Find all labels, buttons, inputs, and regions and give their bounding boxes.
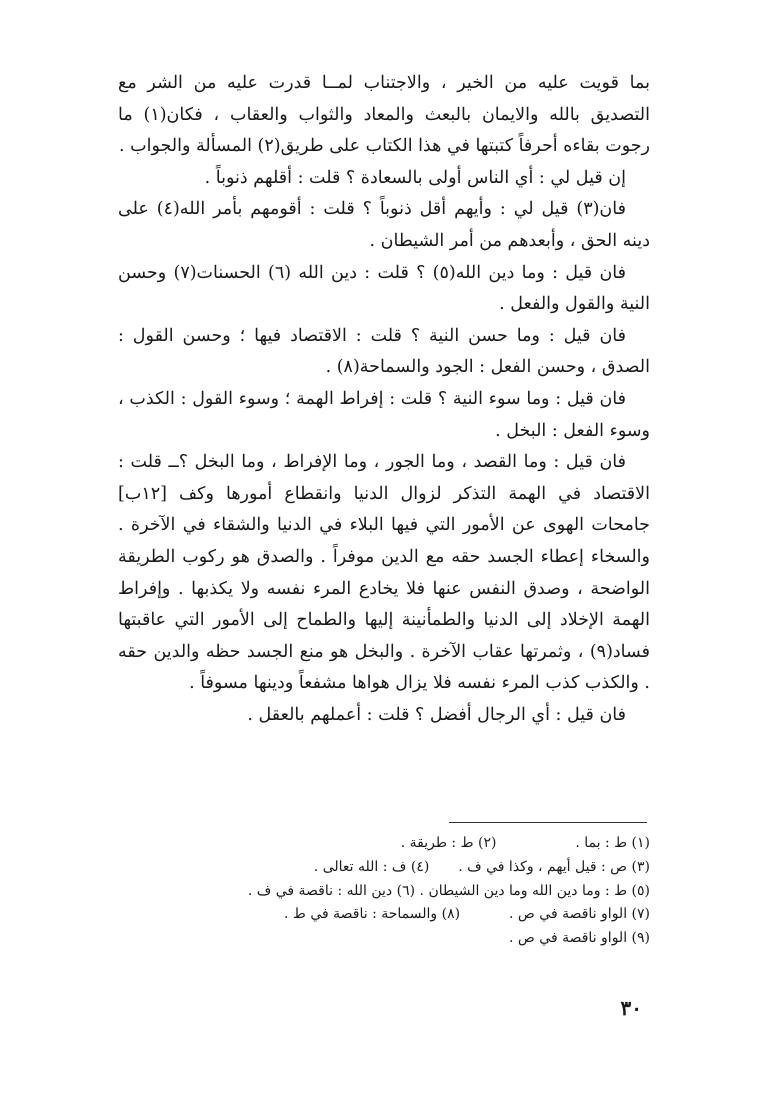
footnote-6: (٦) دين الله : ناقصة في ف . (247, 882, 416, 899)
paragraph-5: فان قيل : وما حسن النية ؟ قلت : الاقتصاد فيها ؛ وحسن القول : الصدق ، وحسن الفعل : الجود والسماحة(٨) . (118, 325, 650, 378)
footnote-row (118, 880, 650, 904)
footnote-3: (٣) ص : قيل أيهم ، وكذا في ف . (458, 858, 650, 875)
footnote-separator (449, 822, 647, 823)
footnote-1: (١) ط : بما . (575, 835, 650, 851)
paragraph-1: بما قويت عليه من الخير ، والاجتناب لمــا قدرت عليه من الشر مع التصديق بالله والايمان بالبعث والمعاد والثواب والعقاب ، فكان(١) ما رجوت بقاءه أحرفاً كتبتها في هذا الكتاب على طريق(٢) المسألة والجواب . (118, 73, 650, 157)
paragraph-4: فان قيل : وما دين الله(٥) ؟ قلت : دين الله (٦) الحسنات(٧) وحسن النية والقول والفعل . (118, 262, 650, 315)
paragraph-7: فان قيل : وما القصد ، وما الجور ، وما الإفراط ، وما البخل ؟ــ قلت : الاقتصاد في الهمة التذكر لزوال الدنيا وانقطاع أمورها وكف [١٢ب] جامحات الهوى عن الأمور التي فيها البلاء في الدنيا والشقاء في الآخرة . والسخاء إعطاء الجسد حقه مع الدين موفراً . والصدق هو ركوب الطريقة الواضحة ، وصدق النفس عنها فلا يخادع المرء نفسه ولا يكذبها . وإفراط الهمة الإخلاد إلى الدنيا والطمأنينة إليها والطماح إلى الأمور التي عاقبتها فساد(٩) ، وثمرتها عقاب الآخرة . والبخل هو منع الجسد حظه والدين حقه . والكذب كذب المرء نفسه فلا يزال هواها مشفعاً ودينها مسوفاً . (118, 452, 650, 694)
footnote-5: (٥) ط : وما دين الله وما دين الشيطان . (419, 882, 650, 899)
footnote-row (118, 927, 650, 951)
paragraph-8: فان قيل : أي الرجال أفضل ؟ قلت : أعملهم بالعقل . (247, 704, 626, 725)
footnote-row (118, 832, 650, 856)
paragraph-3: فان(٣) قيل لي : وأيهم أقل ذنوباً ؟ قلت : أقومهم بأمر الله(٤) على دينه الحق ، وأبعدهم من أمر الشيطان . (118, 199, 650, 251)
footnote-row (118, 856, 650, 880)
footnote-2: (٢) ط : طريقة . (400, 835, 497, 851)
footnotes (118, 832, 650, 951)
paragraph-6: فان قيل : وما سوء النية ؟ قلت : إفراط الهمة ؛ وسوء القول : الكذب ، وسوء الفعل : البخل . (118, 388, 650, 441)
footnote-row (118, 903, 650, 927)
footnote-8: (٨) والسماحة : ناقصة في ط . (284, 906, 461, 923)
main-text (118, 68, 650, 731)
paragraph-2: إن قيل لي : أي الناس أولى بالسعادة ؟ قلت : أقلهم ذنوباً . (204, 167, 626, 188)
footnote-7: (٧) الواو ناقصة في ص . (509, 906, 650, 923)
footnote-9: (٩) الواو ناقصة في ص . (509, 930, 650, 947)
footnote-4: (٤) ف : الله تعالى . (313, 858, 430, 875)
page-number: ٣٠ (620, 996, 642, 1020)
